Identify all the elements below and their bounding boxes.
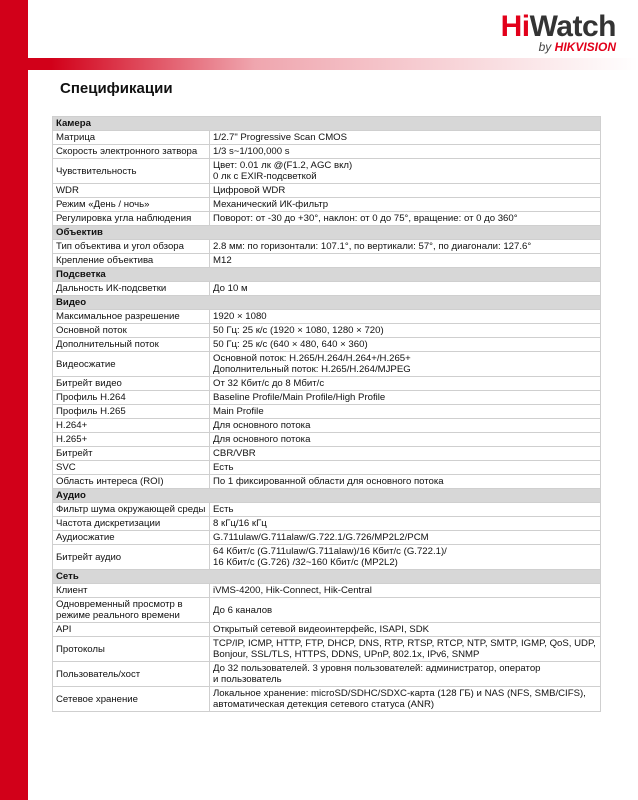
spec-row (53, 310, 601, 324)
spec-row (53, 598, 601, 623)
spec-row (53, 282, 601, 296)
spec-key: Клиент (53, 584, 210, 598)
spec-value (210, 310, 601, 324)
spec-value (210, 240, 601, 254)
spec-value-line: Открытый сетевой видеоинтерфейс, ISAPI, SDK (213, 624, 430, 635)
spec-row (53, 637, 601, 662)
spec-value-line: Bonjour, SSL/TLS, HTTPS, DDNS, UPnP, 802.1x, IPv6, SNMP (213, 649, 480, 660)
spec-value-line: 1/3 s~1/100,000 s (213, 146, 290, 157)
spec-row (53, 503, 601, 517)
spec-value-line: 1/2.7" Progressive Scan CMOS (213, 132, 348, 143)
spec-row (53, 131, 601, 145)
spec-value (210, 282, 601, 296)
spec-key: Частота дискретизации (53, 517, 210, 531)
spec-value-line: 64 Кбит/с (G.711ulaw/G.711alaw)/16 Кбит/с (G.722.1)/ (213, 546, 447, 557)
spec-value-line: Цвет: 0.01 лк @(F1.2, AGC вкл) (213, 160, 353, 171)
spec-key: Фильтр шума окружающей среды (53, 503, 210, 517)
spec-value (210, 324, 601, 338)
spec-key: Основной поток (53, 324, 210, 338)
spec-value (210, 338, 601, 352)
section-row (53, 296, 601, 310)
spec-value (210, 598, 601, 623)
spec-value (210, 475, 601, 489)
brand-sub: by HIKVISION (538, 40, 616, 54)
spec-row (53, 352, 601, 377)
section-title: Объектив (53, 226, 601, 240)
spec-value (210, 662, 601, 687)
spec-key: Дальность ИК-подсветки (53, 282, 210, 296)
spec-key: H.265+ (53, 433, 210, 447)
spec-row (53, 240, 601, 254)
section-title: Камера (53, 117, 601, 131)
spec-value (210, 545, 601, 570)
spec-row (53, 391, 601, 405)
spec-value-line: 8 кГц/16 кГц (213, 518, 267, 529)
spec-value-line: Main Profile (213, 406, 264, 417)
spec-value-line: M12 (213, 255, 232, 266)
spec-row (53, 324, 601, 338)
spec-value (210, 623, 601, 637)
spec-value (210, 531, 601, 545)
spec-key: Матрица (53, 131, 210, 145)
spec-value (210, 503, 601, 517)
spec-value (210, 637, 601, 662)
spec-key: Регулировка угла наблюдения (53, 212, 210, 226)
spec-row (53, 145, 601, 159)
spec-value (210, 461, 601, 475)
spec-row (53, 461, 601, 475)
spec-key: Битрейт (53, 447, 210, 461)
spec-key: API (53, 623, 210, 637)
spec-row (53, 433, 601, 447)
spec-row (53, 517, 601, 531)
spec-value-line: До 32 пользователей. 3 уровня пользователей: администратор, оператор (213, 663, 541, 674)
spec-row (53, 584, 601, 598)
spec-value (210, 377, 601, 391)
spec-value-line: 1920 × 1080 (213, 311, 267, 322)
spec-value (210, 447, 601, 461)
spec-key: Скорость электронного затвора (53, 145, 210, 159)
spec-key: Максимальное разрешение (53, 310, 210, 324)
spec-value (210, 391, 601, 405)
section-title: Подсветка (53, 268, 601, 282)
spec-value (210, 254, 601, 268)
spec-value-line: Поворот: от -30 до +30°, наклон: от 0 до 75°, вращение: от 0 до 360° (213, 213, 518, 224)
section-row (53, 226, 601, 240)
spec-key: Чувствительность (53, 159, 210, 184)
spec-value-line: По 1 фиксированной области для основного потока (213, 476, 444, 487)
spec-row (53, 447, 601, 461)
spec-key: WDR (53, 184, 210, 198)
spec-row (53, 405, 601, 419)
spec-value-line: 0 лк с EXIR-подсветкой (213, 171, 317, 182)
spec-row (53, 338, 601, 352)
brand-name: HiWatch (500, 10, 616, 43)
spec-row (53, 159, 601, 184)
spec-key: Битрейт аудио (53, 545, 210, 570)
page-title: Спецификации (60, 80, 173, 97)
spec-value (210, 687, 601, 712)
section-row (53, 489, 601, 503)
spec-value (210, 405, 601, 419)
spec-value (210, 419, 601, 433)
spec-value (210, 584, 601, 598)
spec-value (210, 212, 601, 226)
spec-row (53, 377, 601, 391)
spec-value-line: До 10 м (213, 283, 248, 294)
spec-key: Профиль H.264 (53, 391, 210, 405)
spec-value-line: 50 Гц: 25 к/с (640 × 480, 640 × 360) (213, 339, 368, 350)
spec-key: Видеосжатие (53, 352, 210, 377)
spec-key: Протоколы (53, 637, 210, 662)
spec-value-line: 16 Кбит/с (G.726) /32~160 Кбит/с (MP2L2) (213, 557, 398, 568)
left-red-band (0, 0, 28, 800)
spec-value-line: 2.8 мм: по горизонтали: 107.1°, по вертикали: 57°, по диагонали: 127.6° (213, 241, 532, 252)
section-row (53, 268, 601, 282)
spec-key: H.264+ (53, 419, 210, 433)
spec-value-line: Механический ИК-фильтр (213, 199, 329, 210)
spec-key: Сетевое хранение (53, 687, 210, 712)
spec-value-line: Локальное хранение: microSD/SDHC/SDXC-карта (128 ГБ) и NAS (NFS, SMB/CIFS), (213, 688, 586, 699)
top-red-band (0, 58, 638, 70)
spec-value-line: автоматическая детекция сетевого статуса (ANR) (213, 699, 435, 710)
spec-row (53, 198, 601, 212)
spec-value-line: Для основного потока (213, 434, 311, 445)
spec-table (52, 116, 601, 712)
spec-row (53, 254, 601, 268)
spec-value (210, 145, 601, 159)
spec-row (53, 184, 601, 198)
spec-value-line: Дополнительный поток: H.265/H.264/MJPEG (213, 364, 411, 375)
spec-value-line: Для основного потока (213, 420, 311, 431)
spec-value (210, 352, 601, 377)
spec-value-line: CBR/VBR (213, 448, 256, 459)
spec-value-line: TCP/IP, ICMP, HTTP, FTP, DHCP, DNS, RTP, RTSP, RTCP, NTP, SMTP, IGMP, QoS, UDP, (213, 638, 596, 649)
spec-key: SVC (53, 461, 210, 475)
spec-key: Режим «День / ночь» (53, 198, 210, 212)
spec-row (53, 545, 601, 570)
spec-value-line: 50 Гц: 25 к/с (1920 × 1080, 1280 × 720) (213, 325, 384, 336)
spec-value-line: Есть (213, 462, 234, 473)
spec-key: Область интереса (ROI) (53, 475, 210, 489)
spec-value (210, 184, 601, 198)
spec-key: Дополнительный поток (53, 338, 210, 352)
section-row (53, 117, 601, 131)
spec-key: Одновременный просмотр в режиме реального времени (53, 598, 210, 623)
spec-value-line: G.711ulaw/G.711alaw/G.722.1/G.726/MP2L2/PCM (213, 532, 429, 543)
spec-key: Тип объектива и угол обзора (53, 240, 210, 254)
spec-value-line: iVMS-4200, Hik-Connect, Hik-Central (213, 585, 372, 596)
spec-value-line: Baseline Profile/Main Profile/High Profile (213, 392, 386, 403)
spec-value (210, 159, 601, 184)
spec-value-line: До 6 каналов (213, 604, 273, 616)
brand-logo (501, 10, 616, 54)
spec-row (53, 662, 601, 687)
section-title: Сеть (53, 570, 601, 584)
spec-value (210, 433, 601, 447)
section-row (53, 570, 601, 584)
spec-row (53, 419, 601, 433)
spec-row (53, 687, 601, 712)
spec-value-line: Есть (213, 504, 234, 515)
spec-key: Профиль H.265 (53, 405, 210, 419)
spec-key: Битрейт видео (53, 377, 210, 391)
spec-value (210, 198, 601, 212)
section-title: Видео (53, 296, 601, 310)
spec-row (53, 212, 601, 226)
spec-value-line: Цифровой WDR (213, 185, 286, 196)
spec-key: Пользователь/хост (53, 662, 210, 687)
spec-value-line: От 32 Кбит/с до 8 Мбит/с (213, 378, 325, 389)
spec-key: Аудиосжатие (53, 531, 210, 545)
spec-key: Крепление объектива (53, 254, 210, 268)
spec-row (53, 475, 601, 489)
section-title: Аудио (53, 489, 601, 503)
spec-value (210, 517, 601, 531)
spec-row (53, 531, 601, 545)
spec-value (210, 131, 601, 145)
spec-value-line: Основной поток: H.265/H.264/H.264+/H.265+ (213, 353, 411, 364)
spec-value-line: и пользователь (213, 674, 282, 685)
spec-row (53, 623, 601, 637)
